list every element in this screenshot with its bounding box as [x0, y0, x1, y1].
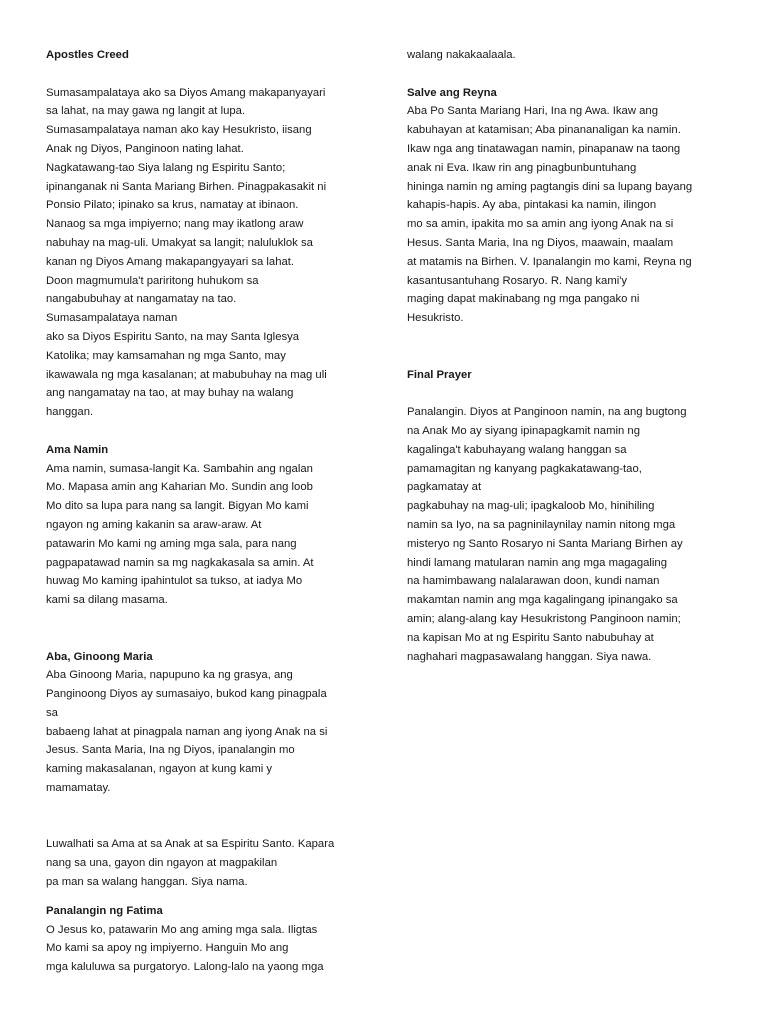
- text-line: sa lahat, na may gawa ng langit at lupa.: [46, 105, 246, 118]
- fatima-continuation: walang nakakaalaala.: [407, 49, 516, 61]
- final-prayer-heading: Final Prayer: [407, 368, 472, 381]
- text-line: Sumasampalataya naman: [46, 312, 178, 325]
- text-line: ipinanganak ni Santa Mariang Birhen. Pinagpakasakit ni: [46, 180, 327, 193]
- text-line: kaming makasalanan, ngayon at kung kami y: [46, 763, 273, 776]
- text-line: sa: [46, 706, 58, 719]
- text-line: Hesukristo.: [407, 312, 464, 325]
- fatima-body: [46, 921, 366, 977]
- text-line: anak ni Eva. Ikaw rin ang pinagbunbuntuhang: [407, 161, 637, 174]
- text-line: Sumasampalataya ako sa Diyos Amang makapanyayari: [46, 86, 326, 99]
- text-line: patawarin Mo kami ng aming mga sala, para nang: [46, 537, 297, 550]
- text-line: ngayon ng aming kakanin sa araw-araw. At: [46, 518, 262, 531]
- text-line: Panginoong Diyos ay sumasaiyo, bukod kang pinagpala: [46, 688, 327, 701]
- text-line: pagkamatay at: [407, 481, 482, 494]
- text-line: Aba Po Santa Mariang Hari, Ina ng Awa. Ikaw ang: [407, 105, 658, 118]
- text-line: O Jesus ko, patawarin Mo ang aming mga sala. Iligtas: [46, 923, 318, 936]
- text-line: at matamis na Birhen. V. Ipanalangin mo kami, Reyna ng: [407, 255, 692, 268]
- text-line: mamamatay.: [46, 782, 111, 795]
- text-line: Jesus. Santa Maria, Ina ng Diyos, ipanalangin mo: [46, 744, 295, 757]
- text-line: nangabubuhay at nangamatay na tao.: [46, 293, 237, 306]
- text-line: kami sa dilang masama.: [46, 594, 168, 607]
- right-column: [407, 46, 727, 666]
- fatima-heading: Panalangin ng Fatima: [46, 904, 163, 917]
- text-line: na kapisan Mo at ng Espiritu Santo nabubuhay at: [407, 631, 654, 644]
- text-line: Anak ng Diyos, Panginoon nating lahat.: [46, 142, 244, 155]
- ama-namin-heading: Ama Namin: [46, 443, 109, 456]
- text-line: pamamagitan ng kanyang pagkakatawang-tao,: [407, 462, 642, 475]
- text-line: kagalinga't kabuhayang walang hanggan sa: [407, 443, 627, 456]
- text-line: namin sa Iyo, na sa pagninilaynilay namin nitong mga: [407, 518, 676, 531]
- text-line: Panalangin. Diyos at Panginoon namin, na ang bugtong: [407, 406, 687, 419]
- text-line: ang nangamatay na tao, at may buhay na walang: [46, 387, 294, 400]
- text-line: nabuhay na mag-uli. Umakyat sa langit; naluluklok sa: [46, 236, 313, 249]
- text-line: Mo dito sa lupa para nang sa langit. Bigyan Mo kami: [46, 500, 309, 513]
- text-line: Aba Ginoong Maria, napupuno ka ng grasya, ang: [46, 669, 293, 682]
- text-line: Ponsio Pilato; ipinako sa krus, namatay at ibinaon.: [46, 199, 299, 212]
- text-line: ikawawala ng mga kasalanan; at mabubuhay na mag uli: [46, 368, 327, 381]
- text-line: naghahari magpasawalang hanggan. Siya nawa.: [407, 650, 652, 663]
- text-line: nang sa una, gayon din ngayon at magpakilan: [46, 857, 278, 870]
- text-line: Doon magmumula't pariritong huhukom sa: [46, 274, 259, 287]
- text-line: babaeng lahat at pinagpala naman ang iyong Anak na si: [46, 725, 328, 738]
- text-line: kahapis-hapis. Ay aba, pintakasi ka namin, ilingon: [407, 199, 657, 212]
- luwalhati-body: [46, 835, 366, 891]
- salve-reyna-body: [407, 102, 727, 328]
- text-line: Ikaw nga ang tinatawagan namin, pinapanaw na taong: [407, 142, 681, 155]
- text-line: maging dapat makinabang ng mga pangako ni: [407, 293, 640, 306]
- text-line: pagkabuhay na mag-uli; ipagkaloob Mo, hinihiling: [407, 500, 655, 513]
- text-line: mga kaluluwa sa purgatoryo. Lalong-lalo na yaong mga: [46, 961, 324, 974]
- text-line: Nanaog sa mga impiyerno; nang may ikatlong araw: [46, 218, 304, 231]
- final-prayer-body: [407, 403, 727, 666]
- text-line: kasantusantuhang Rosaryo. R. Nang kami'y: [407, 274, 628, 287]
- text-line: Sumasampalataya naman ako kay Hesukristo, iisang: [46, 124, 312, 137]
- aba-ginoong-maria-heading: Aba, Ginoong Maria: [46, 650, 153, 663]
- text-line: Nagkatawang-tao Siya lalang ng Espiritu Santo;: [46, 161, 286, 174]
- text-line: Katolika; may kamsamahan ng mga Santo, may: [46, 349, 286, 362]
- salve-reyna-heading: Salve ang Reyna: [407, 86, 497, 99]
- text-line: Luwalhati sa Ama at sa Anak at sa Espiritu Santo. Kapara: [46, 838, 335, 851]
- text-line: Ama namin, sumasa-langit Ka. Sambahin ang ngalan: [46, 462, 313, 475]
- text-line: makamtan namin ang mga kagalingang ipinangako sa: [407, 594, 678, 607]
- text-line: hindi lamang matularan namin ang mga magagaling: [407, 556, 667, 569]
- left-column: [46, 46, 366, 977]
- text-line: misteryo ng Santo Rosaryo ni Santa Mariang Birhen ay: [407, 537, 683, 550]
- text-line: ako sa Diyos Espiritu Santo, na may Santa Iglesya: [46, 330, 300, 343]
- apostles-creed-body: [46, 84, 366, 422]
- text-line: huwag Mo kaming ipahintulot sa tukso, at iadya Mo: [46, 575, 303, 588]
- text-line: hanggan.: [46, 406, 94, 419]
- text-line: mo sa amin, ipakita mo sa amin ang iyong Anak na si: [407, 218, 674, 231]
- text-line: Mo. Mapasa amin ang Kaharian Mo. Sundin ang loob: [46, 481, 313, 494]
- text-line: hininga namin ng aming pagtangis dini sa lupang bayang: [407, 180, 693, 193]
- text-line: Hesus. Santa Maria, Ina ng Diyos, maawain, maalam: [407, 236, 674, 249]
- text-line: kabuhayan at katamisan; Aba pinananaligan ka namin.: [407, 124, 681, 137]
- text-line: na Anak Mo ay siyang ipinapagkamit namin ng: [407, 424, 640, 437]
- text-line: amin; alang-alang kay Hesukristong Panginoon namin;: [407, 612, 681, 625]
- ama-namin-body: [46, 460, 366, 610]
- aba-ginoong-maria-body: [46, 666, 366, 798]
- apostles-creed-heading: Apostles Creed: [46, 49, 129, 61]
- text-line: kanan ng Diyos Amang makapangyayari sa lahat.: [46, 255, 295, 268]
- text-line: pagpapatawad namin sa mg nagkakasala sa amin. At: [46, 556, 314, 569]
- text-line: Mo kami sa apoy ng impiyerno. Hanguin Mo ang: [46, 942, 289, 955]
- text-line: pa man sa walang hanggan. Siya nama.: [46, 876, 248, 889]
- text-line: na hamimbawang nalalarawan doon, kundi naman: [407, 575, 660, 588]
